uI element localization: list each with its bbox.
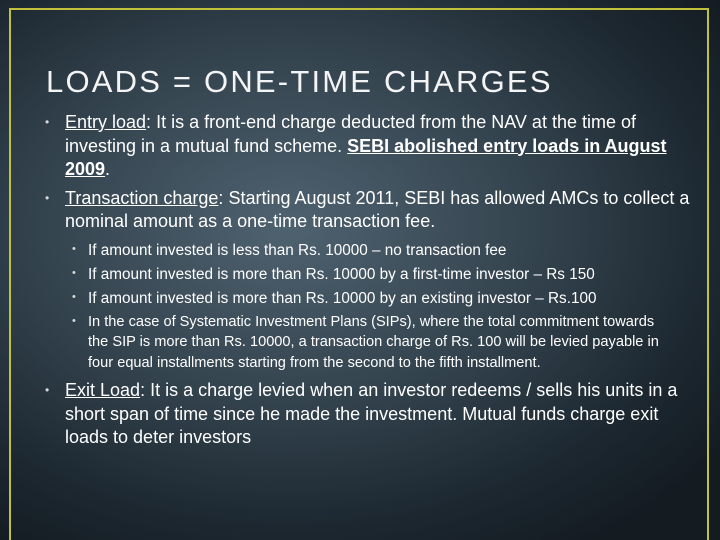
entry-load-end: .: [105, 159, 111, 179]
sub-bullet-text: If amount invested is less than Rs. 10000 – no transaction fee: [88, 241, 507, 259]
transaction-charge-text: Starting August 2011, SEBI has allowed AMCs to collect a nominal amount as a one-time transaction fee.: [65, 187, 690, 231]
sub-bullet-first-time-investor: [72, 264, 663, 285]
bullet-dot-icon: •: [72, 266, 76, 279]
sub-bullet-text: If amount invested is more than Rs. 10000 by an existing investor – Rs.100: [88, 289, 597, 307]
exit-load-term: Exit Load: [65, 380, 141, 400]
bullet-dot-icon: •: [72, 314, 76, 327]
entry-load-term: Entry load: [65, 112, 147, 132]
exit-load-text: It is a charge levied when an investor redeems / sells his units in a short span of time since he made the investment. Mutual funds charge exit loads to deter investors: [65, 380, 678, 447]
sub-bullet-sip: [72, 312, 663, 374]
bullet-transaction-charge: [45, 187, 700, 234]
sub-bullet-text: If amount invested is more than Rs. 10000 by a first-time investor – Rs 150: [88, 265, 595, 283]
bullet-dot-icon: •: [72, 290, 76, 303]
bullet-dot-icon: •: [45, 190, 50, 205]
entry-load-highlight: SEBI abolished entry loads in August 2009: [65, 135, 667, 179]
transaction-charge-colon: :: [218, 187, 224, 208]
bullet-dot-icon: •: [45, 383, 50, 397]
sub-bullet-text: In the case of Systematic Investment Plans (SIPs), where the total commitment towards the SIP is more than Rs. 10000, a transaction charge of Rs. 100 will be levied payable in four equal installments starting from the second to the fifth installment.: [88, 313, 659, 371]
slide-body: [0, 111, 720, 450]
entry-load-text: It is a front-end charge deducted from the NAV at the time of investing in a mutual fund scheme.: [65, 112, 636, 156]
bullet-dot-icon: •: [45, 115, 50, 129]
sub-bullet-existing-investor: [72, 288, 663, 309]
sub-bullet-less-than-10000: [72, 240, 663, 261]
slide-title: LOADS = ONE-TIME CHARGES: [46, 64, 553, 99]
bullet-exit-load: [45, 379, 700, 450]
bullet-dot-icon: •: [72, 242, 76, 255]
exit-load-colon: :: [140, 380, 146, 400]
entry-load-colon: :: [146, 112, 152, 132]
transaction-charge-term: Transaction charge: [65, 187, 219, 208]
bullet-entry-load: [45, 111, 700, 182]
